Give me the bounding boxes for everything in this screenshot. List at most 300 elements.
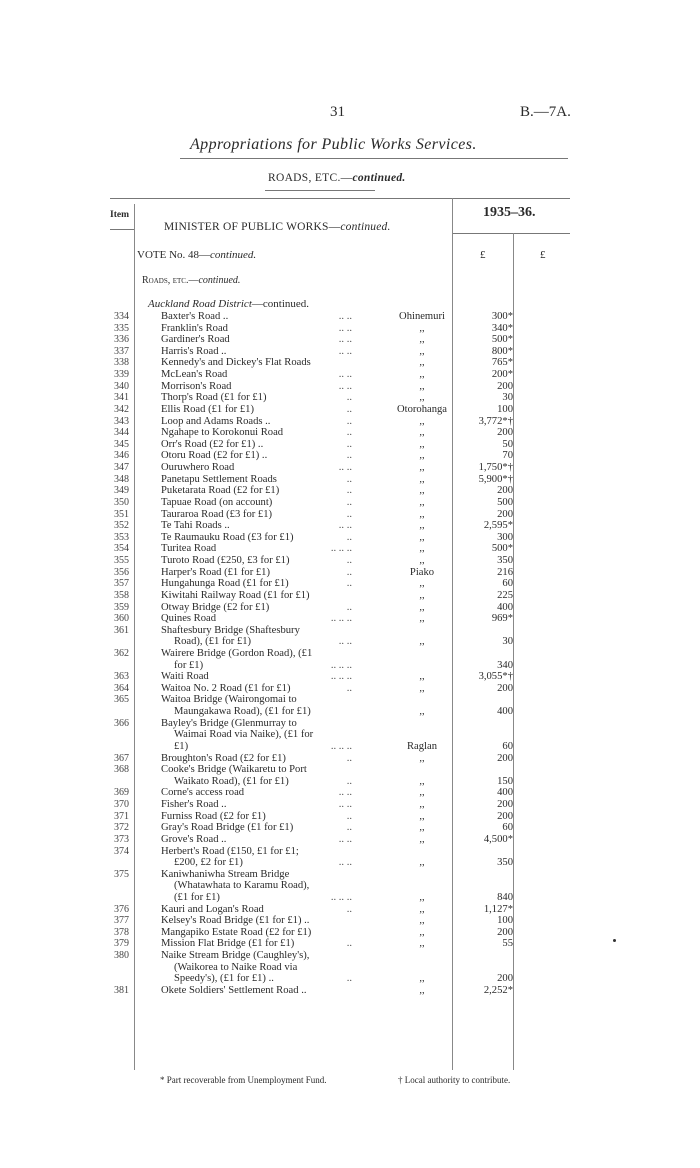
locality: ,, [419,578,425,590]
locality: ,, [419,671,425,683]
minister-heading [164,221,391,233]
locality: ,, [419,799,425,811]
item-description: Te Tahi Roads .. [161,520,230,532]
table-row [0,532,700,544]
locality: ,, [419,973,425,985]
amount: 200 [497,380,513,392]
item-description: Cooke's Bridge (Waikaretu to Port [161,764,307,776]
table-row [0,985,700,997]
item-number: 374 [114,845,129,857]
footnote-local-authority: † Local authority to contribute. [398,1075,511,1085]
locality: ,, [419,531,425,543]
table-row [0,369,700,381]
table-row [0,450,700,462]
item-description: Panetapu Settlement Roads [161,473,277,485]
item-description: Speedy's), (£1 for £1) .. [174,973,274,985]
table-row [0,822,700,834]
amount: 300 [497,531,513,543]
item-number: 354 [114,543,129,555]
item-description: Kauri and Logan's Road [161,903,264,915]
item-number: 344 [114,427,129,439]
title-rule [180,158,568,159]
item-number: 352 [114,520,129,532]
amount: 200* [491,369,513,381]
locality: ,, [419,589,425,601]
item-number: 364 [114,682,129,694]
item-number: 367 [114,752,129,764]
locality: ,, [419,682,425,694]
leader-dots: .. .. .. [330,671,352,683]
amount: 150 [497,775,513,787]
leader-dots: .. [346,682,352,694]
locality: ,, [419,369,425,381]
leader-dots: .. .. [338,311,352,322]
table-row [0,346,700,358]
item-number: 349 [114,485,129,497]
locality: ,, [419,543,425,555]
amount: 200 [497,682,513,694]
amount: 200 [497,926,513,938]
subtitle-continued: continued. [352,172,406,184]
locality: ,, [419,462,425,474]
item-description: Grove's Road .. [161,833,227,845]
item-number: 376 [114,903,129,915]
minister-main: MINISTER OF PUBLIC WORKS— [164,221,341,233]
amount: 200 [497,485,513,497]
leader-dots: .. [346,485,352,497]
locality: ,, [419,775,425,787]
item-description: Furniss Road (£2 for £1) [161,810,266,822]
table-row [0,718,700,753]
item-description: (Whatawhata to Karamu Road), [174,880,310,892]
table-row [0,927,700,939]
table-row [0,381,700,393]
locality: ,, [419,857,425,869]
roads-continued: continued. [198,275,241,286]
table-row [0,462,700,474]
locality: ,, [419,520,425,532]
item-description: £200, £2 for £1) [174,857,243,869]
item-number: 378 [114,926,129,938]
table-row [0,753,700,765]
table-row [0,416,700,428]
item-number: 337 [114,345,129,357]
item-description: Baxter's Road .. [161,311,229,322]
amount: 50 [502,438,513,450]
item-description: Kaniwhaniwha Stream Bridge [161,868,290,880]
subtitle-main: ROADS, ETC.— [268,172,353,184]
locality: ,, [419,427,425,439]
amount: 400 [497,601,513,613]
section-subtitle [268,172,406,184]
leader-dots: .. [346,822,352,834]
item-number: 370 [114,799,129,811]
item-description: Franklin's Road [161,322,228,334]
table-row [0,764,700,787]
table-row [0,509,700,521]
leader-dots: .. [346,531,352,543]
leader-dots: .. [346,903,352,915]
item-number: 372 [114,822,129,834]
leader-dots: .. [346,450,352,462]
leader-dots: .. .. [338,857,352,869]
table-row [0,427,700,439]
locality: ,, [419,822,425,834]
locality: ,, [419,810,425,822]
leader-dots: .. [346,415,352,427]
item-number: 340 [114,380,129,392]
print-speck [613,939,616,942]
amount: 765* [491,357,513,369]
item-number: 339 [114,369,129,381]
locality: ,, [419,752,425,764]
pound-column-2: £ [540,249,546,261]
leader-dots: .. .. .. [330,740,352,752]
item-description: Naike Stream Bridge (Caughley's), [161,950,310,962]
item-number: 347 [114,462,129,474]
item-description: Mission Flat Bridge (£1 for £1) [161,938,295,950]
amount: 500 [497,496,513,508]
locality: ,, [419,438,425,450]
locality: ,, [419,334,425,346]
vote-heading [137,249,256,261]
amount: 70 [502,450,513,462]
district-heading [148,298,309,310]
leader-dots: .. .. [338,334,352,346]
amount: 500* [491,543,513,555]
item-description: for £1) [174,659,204,671]
item-number: 341 [114,392,129,404]
locality: ,, [419,555,425,567]
leader-dots: .. [346,496,352,508]
table-row [0,787,700,799]
table-row [0,648,700,671]
amount: 200 [497,973,513,985]
item-description: Otoru Road (£2 for £1) .. [161,450,268,462]
roads-subheading [142,275,240,286]
amount: 300* [491,311,513,322]
item-description: Waikato Road), (£1 for £1) [174,775,289,787]
item-description: Broughton's Road (£2 for £1) [161,752,286,764]
locality: ,, [419,903,425,915]
locality: ,, [419,938,425,950]
table-row [0,323,700,335]
locality: ,, [419,415,425,427]
amount: 340* [491,322,513,334]
item-number: 371 [114,810,129,822]
leader-dots: .. .. [338,833,352,845]
item-description: £1) [174,740,189,752]
table-row [0,392,700,404]
item-description: Morrison's Road [161,380,232,392]
leader-dots: .. [346,566,352,578]
item-number: 361 [114,624,129,636]
page-title: Appropriations for Public Works Services. [190,136,477,153]
amount: 500* [491,334,513,346]
item-description: Ngahape to Korokonui Road [161,427,284,439]
item-number: 369 [114,787,129,799]
amount: 100 [497,403,513,415]
locality: Piako [409,566,435,578]
item-number: 362 [114,647,129,659]
item-number: 357 [114,578,129,590]
item-number: 343 [114,415,129,427]
vote-continued: continued. [210,249,257,261]
leader-dots: .. [346,578,352,590]
item-number: 359 [114,601,129,613]
leader-dots: .. [346,810,352,822]
item-description: Puketarata Road (£2 for £1) [161,485,280,497]
table-row [0,474,700,486]
locality: ,, [419,380,425,392]
item-number: 360 [114,613,129,625]
locality: ,, [419,833,425,845]
table-row [0,590,700,602]
item-number: 350 [114,496,129,508]
leader-dots: .. .. [338,799,352,811]
amount: 1,750*† [478,462,513,474]
item-number: 342 [114,403,129,415]
item-description: Kiwitahi Railway Road (£1 for £1) [161,589,310,601]
amount: 2,252* [483,984,513,996]
table-top-rule [110,198,570,199]
roads-main: Roads, etc.— [142,275,199,286]
table-row [0,357,700,369]
amount: 200 [497,427,513,439]
amount: 350 [497,555,513,567]
item-number: 368 [114,764,129,776]
locality: ,, [419,891,425,903]
item-description: Harper's Road (£1 for £1) [161,566,270,578]
item-number: 366 [114,717,129,729]
table-row [0,404,700,416]
leader-dots: .. [346,392,352,404]
year-header-rule [452,233,570,234]
item-description: Okete Soldiers' Settlement Road .. [161,984,307,996]
item-number: 355 [114,555,129,567]
leader-dots: .. .. .. [330,891,352,903]
amount: 2,595* [483,520,513,532]
amount: 969* [491,613,513,625]
table-row [0,602,700,614]
item-description: Ouruwhero Road [161,462,235,474]
locality: ,, [419,706,425,718]
leader-dots: .. .. [338,369,352,381]
locality: Ohinemuri [399,311,445,322]
locality: ,, [419,485,425,497]
item-number: 365 [114,694,129,706]
leader-dots: .. [346,403,352,415]
item-number: 336 [114,334,129,346]
locality: ,, [419,322,425,334]
amount: 30 [502,636,513,648]
amount: 100 [497,915,513,927]
amount: 4,500* [483,833,513,845]
item-number: 356 [114,566,129,578]
amount: 60 [502,822,513,834]
item-description: Turitea Road [161,543,217,555]
item-number: 338 [114,357,129,369]
locality: ,, [419,508,425,520]
amount: 340 [497,659,513,671]
vote-main: VOTE No. 48— [137,249,211,261]
item-description: Tauraroa Road (£3 for £1) [161,508,273,520]
item-number: 335 [114,322,129,334]
locality: ,, [419,392,425,404]
amount: 200 [497,810,513,822]
locality: ,, [419,473,425,485]
item-description: Kelsey's Road Bridge (£1 for £1) .. [161,915,310,927]
item-description: Quines Road [161,613,217,625]
amount: 800* [491,345,513,357]
item-description: Te Raumauku Road (£3 for £1) [161,531,294,543]
locality: ,, [419,915,425,927]
table-row [0,567,700,579]
table-row [0,846,700,869]
table-row [0,904,700,916]
leader-dots: .. [346,427,352,439]
leader-dots: .. [346,438,352,450]
footnote-unemployment: * Part recoverable from Unemployment Fund. [160,1075,327,1085]
locality: ,, [419,787,425,799]
locality: ,, [419,636,425,648]
leader-dots: .. .. .. [330,543,352,555]
item-description: Mangapiko Estate Road (£2 for £1) [161,926,312,938]
item-number: 345 [114,438,129,450]
item-description: Turoto Road (£250, £3 for £1) [161,555,290,567]
item-number: 346 [114,450,129,462]
item-number: 351 [114,508,129,520]
table-row [0,950,700,985]
leader-dots: .. .. [338,322,352,334]
item-number: 358 [114,589,129,601]
leader-dots: .. [346,473,352,485]
fiscal-year-header: 1935–36. [483,205,536,220]
amount: 200 [497,799,513,811]
locality: ,, [419,450,425,462]
leader-dots: .. [346,938,352,950]
item-number: 373 [114,833,129,845]
amount: 400 [497,787,513,799]
item-description: Waitoa Bridge (Wairongomai to [161,694,297,706]
locality: ,, [419,613,425,625]
amount: 3,772*† [478,415,513,427]
leader-dots: .. .. .. [330,659,352,671]
locality: ,, [419,926,425,938]
table-row [0,834,700,846]
locality: ,, [419,496,425,508]
leader-dots: .. .. [338,787,352,799]
item-description: McLean's Road [161,369,228,381]
item-description: Shaftesbury Bridge (Shaftesbury [161,624,300,636]
item-description: Maungakawa Road), (£1 for £1) [174,706,311,718]
leader-dots: .. .. [338,636,352,648]
item-description: Waiti Road [161,671,209,683]
amount: 1,127* [483,903,513,915]
table-row [0,869,700,904]
leader-dots: .. [346,601,352,613]
table-row [0,520,700,532]
item-description: Gray's Road Bridge (£1 for £1) [161,822,294,834]
item-description: (Waikorea to Naike Road via [174,961,298,973]
table-row [0,811,700,823]
locality: ,, [419,357,425,369]
amount: 30 [502,392,513,404]
amount: 200 [497,752,513,764]
locality: ,, [419,345,425,357]
item-number: 375 [114,868,129,880]
item-number: 379 [114,938,129,950]
item-number: 381 [114,984,129,996]
item-number: 334 [114,311,129,322]
item-description: Thorp's Road (£1 for £1) [161,392,267,404]
locality: Otorohanga [396,403,447,415]
table-row [0,485,700,497]
locality: Raglan [406,740,437,752]
amount: 350 [497,857,513,869]
table-row [0,334,700,346]
district-name: Auckland Road District [148,298,252,310]
item-number: 380 [114,950,129,962]
document-reference: B.—7A. [520,104,571,120]
locality: ,, [419,984,425,996]
amount: 400 [497,706,513,718]
leader-dots: .. .. [338,345,352,357]
leader-dots: .. [346,973,352,985]
table-row [0,694,700,717]
leader-dots: .. .. .. [330,613,352,625]
item-description: Herbert's Road (£150, £1 for £1; [161,845,299,857]
table-row [0,578,700,590]
table-row [0,915,700,927]
amount: 5,900*† [478,473,513,485]
item-description: Waimai Road via Naike), (£1 for [174,729,314,741]
item-description: Road), (£1 for £1) [174,636,252,648]
leader-dots: .. .. [338,380,352,392]
leader-dots: .. .. [338,520,352,532]
table-row [0,671,700,683]
item-description: Otway Bridge (£2 for £1) [161,601,270,613]
item-header-rule [110,229,134,230]
item-description: Ellis Road (£1 for £1) [161,403,254,415]
item-description: Hungahunga Road (£1 for £1) [161,578,289,590]
leader-dots: .. [346,775,352,787]
amount: 60 [502,740,513,752]
leader-dots: .. [346,752,352,764]
item-description: Tapuae Road (on account) [161,496,273,508]
district-continued: —continued. [251,298,310,310]
amount: 3,055*† [478,671,513,683]
item-number: 348 [114,473,129,485]
item-description: Loop and Adams Roads .. [161,415,271,427]
item-description: Bayley's Bridge (Glenmurray to [161,717,297,729]
amount: 216 [497,566,513,578]
pound-column-1: £ [480,249,486,261]
item-description: Gardiner's Road [161,334,230,346]
leader-dots: .. .. [338,462,352,474]
locality: ,, [419,601,425,613]
item-description: Waitoa No. 2 Road (£1 for £1) [161,682,291,694]
item-number: 363 [114,671,129,683]
item-column-header: Item [110,210,129,220]
amount: 55 [502,938,513,950]
amount: 200 [497,508,513,520]
amount: 840 [497,891,513,903]
item-number: 377 [114,915,129,927]
table-row [0,625,700,648]
leader-dots: .. [346,508,352,520]
item-description: Kennedy's and Dickey's Flat Roads [161,357,311,369]
